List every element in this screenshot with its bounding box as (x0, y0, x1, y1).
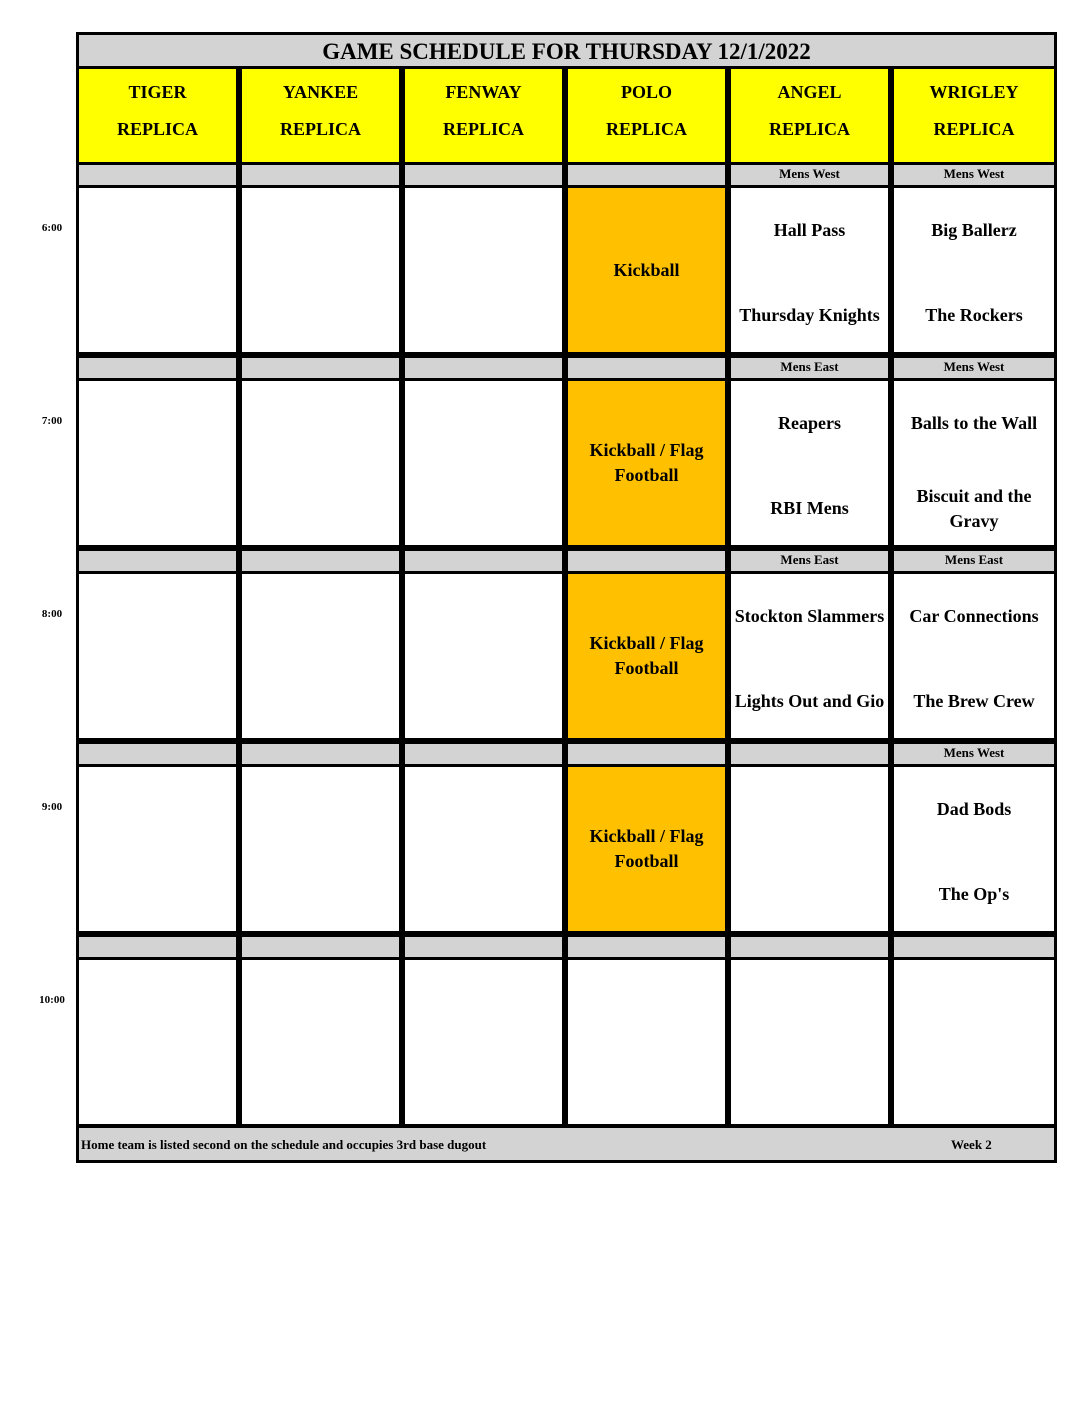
home-team (405, 476, 562, 541)
division-label: Mens West (891, 355, 1057, 381)
away-team (242, 198, 399, 263)
game-cell (76, 378, 239, 548)
game-cell (239, 957, 402, 1127)
game-cell (728, 957, 891, 1127)
away-team (79, 584, 236, 649)
away-team (405, 777, 562, 842)
game-cell (402, 764, 565, 934)
home-team (731, 669, 888, 734)
field-type: REPLICA (768, 119, 850, 139)
division-label: Mens East (728, 355, 891, 381)
home-team (731, 862, 888, 927)
away-team (894, 198, 1054, 263)
away-team-name: Reapers (778, 413, 841, 433)
game-cell (76, 185, 239, 355)
home-team (405, 669, 562, 734)
away-team (894, 584, 1054, 649)
home-team-name: The Rockers (925, 305, 1023, 325)
away-team (242, 391, 399, 456)
home-team-name: Biscuit and the Gravy (916, 485, 1032, 531)
game-cell (239, 571, 402, 741)
home-team-name: Thursday Knights (739, 305, 880, 325)
game-cell (76, 571, 239, 741)
away-team (242, 777, 399, 842)
away-team-name: Car Connections (909, 606, 1039, 626)
home-team (894, 283, 1054, 348)
field-name: WRIGLEY (929, 82, 1019, 102)
field-name: POLO (620, 82, 672, 102)
game-cell (402, 185, 565, 355)
game-cell (891, 378, 1057, 548)
event-name: Kickball / Flag Football (589, 826, 704, 871)
away-team (894, 970, 1054, 1035)
home-team (79, 669, 236, 734)
time-label: 7:00 (41, 415, 63, 427)
time-label: 9:00 (41, 801, 63, 813)
home-team (79, 476, 236, 541)
home-team (242, 669, 399, 734)
field-name: ANGEL (777, 82, 842, 102)
field-header-yankee (239, 66, 402, 165)
home-team (79, 283, 236, 348)
week-label: Week 2 (951, 1137, 992, 1152)
away-team (405, 198, 562, 263)
home-team (731, 476, 888, 541)
away-team (731, 970, 888, 1035)
away-team (568, 970, 725, 1035)
home-team-name: The Brew Crew (913, 691, 1035, 711)
away-team (405, 584, 562, 649)
event-cell (565, 764, 728, 934)
home-team (242, 283, 399, 348)
footer-note: Home team is listed second on the schedule and occupies 3rd base dugout (81, 1137, 487, 1152)
game-cell (728, 571, 891, 741)
game-cell (402, 378, 565, 548)
away-team (731, 198, 888, 263)
game-cell (76, 957, 239, 1127)
home-team (731, 1055, 888, 1120)
game-cell (239, 378, 402, 548)
division-label: Mens West (891, 741, 1057, 767)
field-header-tiger (76, 66, 239, 165)
home-team (894, 476, 1054, 541)
away-team (731, 777, 888, 842)
field-header-wrigley (891, 66, 1057, 165)
field-name: YANKEE (282, 82, 359, 102)
home-team (568, 1055, 725, 1120)
home-team-name: RBI Mens (770, 498, 849, 518)
home-team (731, 283, 888, 348)
home-team (405, 862, 562, 927)
field-type: REPLICA (116, 119, 198, 139)
away-team-name: Big Ballerz (931, 220, 1017, 240)
away-team (405, 970, 562, 1035)
time-label: 10:00 (39, 994, 65, 1006)
home-team (242, 476, 399, 541)
away-team (894, 777, 1054, 842)
away-team (242, 584, 399, 649)
division-label: Mens East (891, 548, 1057, 574)
game-cell (239, 764, 402, 934)
field-name: TIGER (128, 82, 187, 102)
field-header-fenway (402, 66, 565, 165)
home-team-name: Lights Out and Gio (734, 691, 885, 711)
page-title: GAME SCHEDULE FOR THURSDAY 12/1/2022 (76, 32, 1057, 66)
event-name: Kickball / Flag Football (589, 440, 704, 485)
home-team (79, 1055, 236, 1120)
event-name: Kickball / Flag Football (589, 633, 704, 678)
game-cell (239, 185, 402, 355)
game-cell (402, 571, 565, 741)
field-name: FENWAY (445, 82, 522, 102)
field-type: REPLICA (442, 119, 524, 139)
home-team (405, 283, 562, 348)
game-cell (891, 957, 1057, 1127)
away-team-name: Dad Bods (936, 799, 1012, 819)
field-header-polo (565, 66, 728, 165)
home-team (405, 1055, 562, 1120)
division-label: Mens East (728, 548, 891, 574)
game-cell (891, 764, 1057, 934)
game-cell (728, 764, 891, 934)
away-team (894, 391, 1054, 456)
game-cell (76, 764, 239, 934)
event-name: Kickball (613, 259, 680, 280)
schedule-sheet (76, 32, 1057, 1163)
away-team (242, 970, 399, 1035)
footer-bar (76, 1125, 1057, 1163)
away-team (79, 391, 236, 456)
game-cell (728, 185, 891, 355)
away-team (731, 584, 888, 649)
game-cell (891, 185, 1057, 355)
away-team (79, 777, 236, 842)
game-cell (402, 957, 565, 1127)
home-team (79, 862, 236, 927)
event-cell (565, 571, 728, 741)
away-team-name: Hall Pass (773, 220, 846, 240)
home-team (894, 669, 1054, 734)
field-header-angel (728, 66, 891, 165)
time-label: 8:00 (41, 608, 63, 620)
away-team (79, 970, 236, 1035)
home-team (894, 862, 1054, 927)
home-team (242, 862, 399, 927)
field-type: REPLICA (933, 119, 1015, 139)
away-team (731, 391, 888, 456)
event-cell (565, 185, 728, 355)
game-cell (891, 571, 1057, 741)
game-cell (728, 378, 891, 548)
time-label: 6:00 (41, 222, 63, 234)
division-label: Mens West (891, 162, 1057, 188)
away-team (79, 198, 236, 263)
home-team (894, 1055, 1054, 1120)
home-team-name: The Op's (938, 884, 1010, 904)
away-team-name: Balls to the Wall (910, 413, 1038, 433)
field-type: REPLICA (605, 119, 687, 139)
event-cell (565, 378, 728, 548)
field-type: REPLICA (279, 119, 361, 139)
away-team-name: Stockton Slammers (734, 606, 885, 626)
home-team (242, 1055, 399, 1120)
division-label: Mens West (728, 162, 891, 188)
away-team (405, 391, 562, 456)
game-cell (565, 957, 728, 1127)
